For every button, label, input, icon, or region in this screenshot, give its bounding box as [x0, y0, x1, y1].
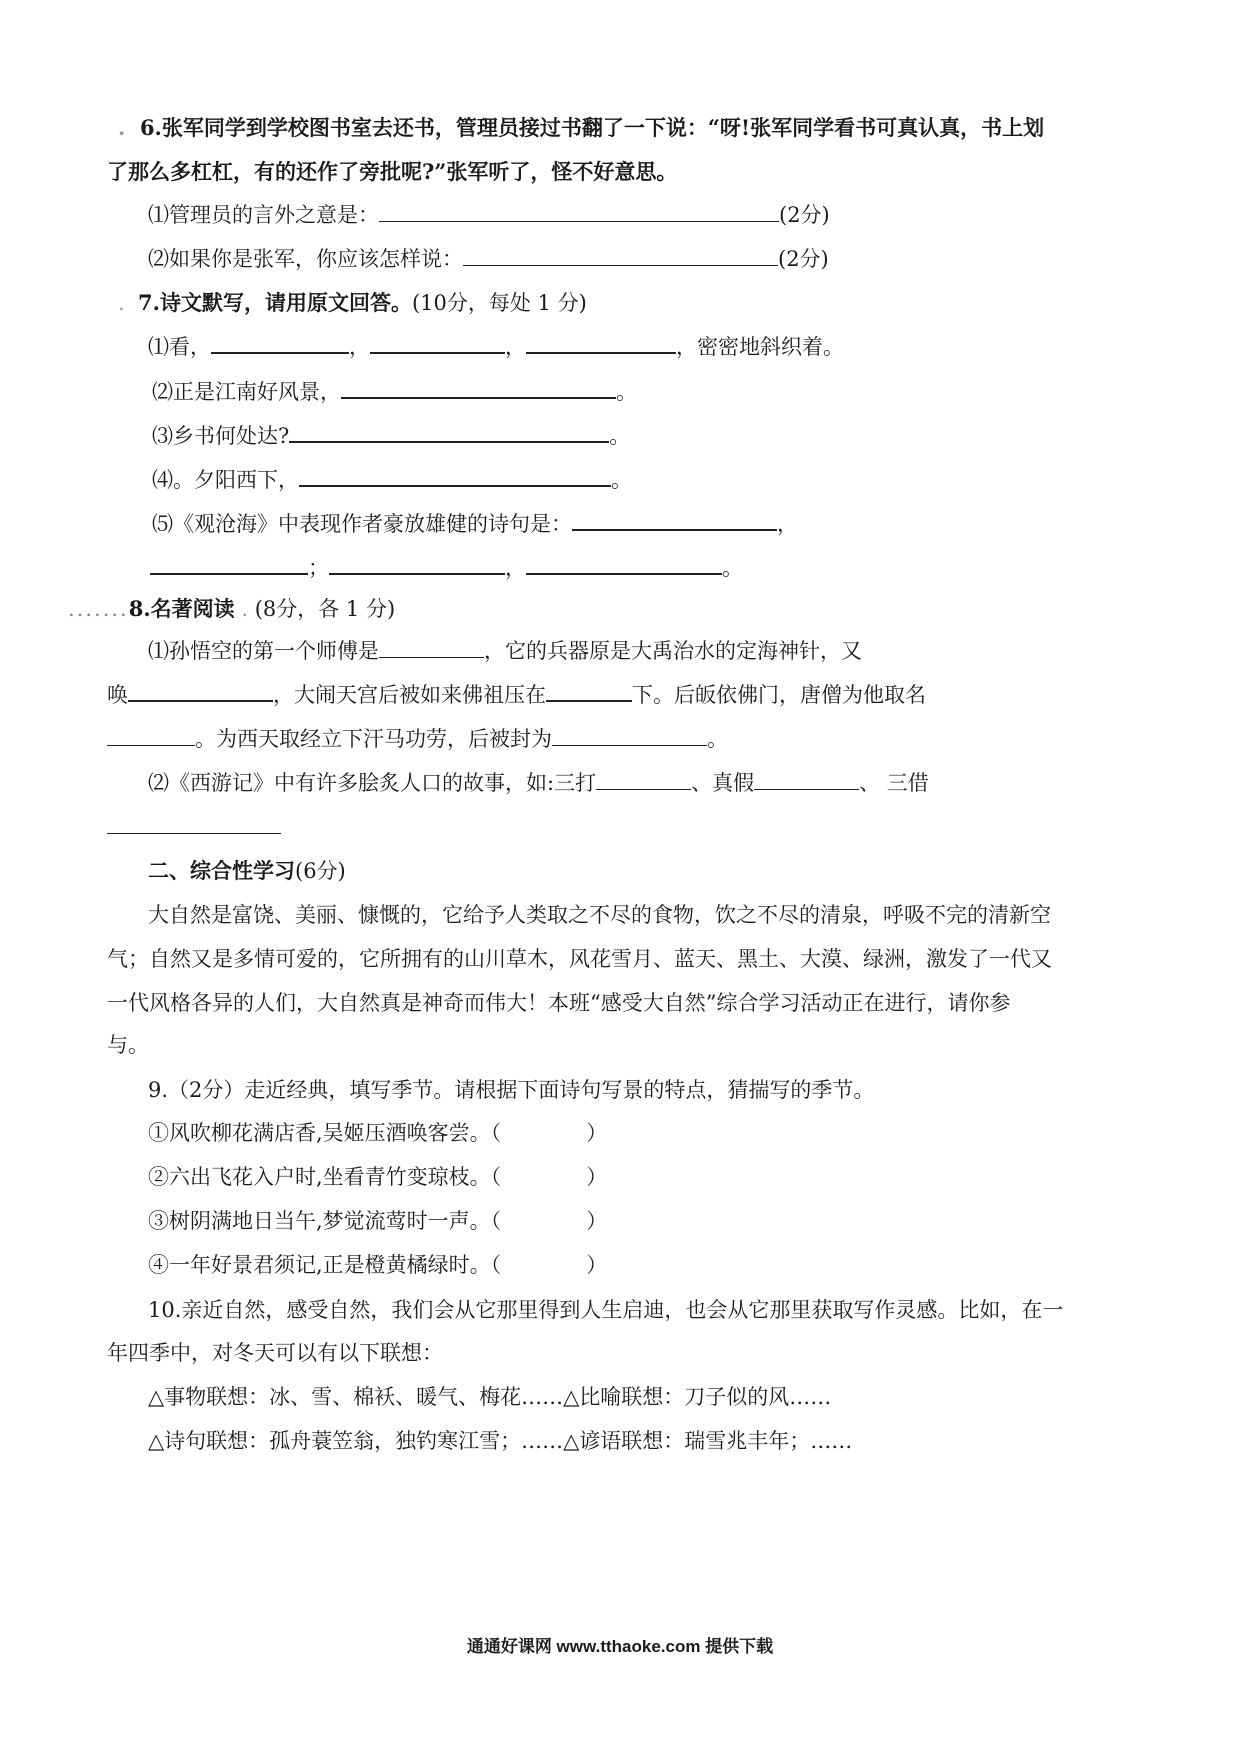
answer-blank[interactable]: [341, 377, 616, 399]
q9-item-2: ②六出飞花入户时,坐看青竹变琼枝。（ ）: [148, 1165, 608, 1189]
q8-line1: ⑴孙悟空的第一个师傅是 ，它的兵器原是大禹治水的定海神针，又: [148, 639, 862, 663]
section2-para-line3: 一代风格各异的人们，大自然真是神奇而伟大！本班“感受大自然”综合学习活动正在进行，请你参: [107, 991, 1011, 1015]
q10-line2: 年四季中，对冬天可以有以下联想：: [107, 1341, 443, 1365]
q8-line4: ⑵《西游记》中有许多脍炙人口的故事，如:三打 、真假 、 三借: [148, 771, 929, 795]
answer-blank[interactable]: [379, 637, 484, 658]
answer-blank[interactable]: [379, 201, 779, 222]
q9-item-4: ④一年好景君须记,正是橙黄橘绿时。（ ）: [148, 1253, 608, 1277]
q8-line5: [107, 812, 281, 842]
q7-p2: ⑵正是江南好风景， 。: [152, 377, 637, 407]
answer-blank[interactable]: [370, 332, 505, 354]
q8-line3: 。为西天取经立下汗马功劳，后被封为 。: [107, 724, 728, 754]
section2-para-line1: 大自然是富饶、美丽、慷慨的，它给予人类取之不尽的食物，饮之不尽的清泉，呼吸不完的清新空: [148, 903, 1051, 927]
q7-p5: ⑸《观沧海》中表现作者豪放雄健的诗句是： ，: [152, 509, 798, 539]
answer-blank[interactable]: [211, 332, 349, 354]
margin-mark: .: [118, 115, 140, 140]
q10-line1: 10.亲近自然，感受自然，我们会从它那里得到人生启迪，也会从它那里获取写作灵感。比如，在一: [148, 1298, 1064, 1322]
answer-blank[interactable]: [463, 245, 778, 266]
answer-blank[interactable]: [107, 813, 281, 834]
q7-p4: ⑷。夕阳西下， 。: [152, 465, 632, 495]
answer-blank[interactable]: [107, 725, 195, 746]
section2-para-line2: 气；自然又是多情可爱的，它所拥有的山川草木，风花雪月、蓝天、黑土、大漠、绿洲，激发了一代又: [107, 947, 1052, 971]
answer-blank[interactable]: [299, 465, 611, 487]
answer-blank[interactable]: [150, 553, 308, 575]
section2-para-line4: 与。: [107, 1033, 149, 1057]
section2-title: 二、综合性学习(6分): [148, 858, 346, 883]
answer-blank[interactable]: [526, 332, 676, 354]
q8-line2: 唤 ，大闹天宫后被如来佛祖压在 下。后皈依佛门，唐僧为他取名: [107, 680, 926, 710]
q9-item-1: ①风吹柳花满店香,吴姬压酒唤客尝。（ ）: [148, 1121, 608, 1145]
q8-title: .......8.名著阅读 . (8分，各 1 分): [68, 596, 396, 621]
q7-p5-continued: ； ， 。: [150, 553, 743, 583]
q7-p3: ⑶乡书何处达? 。: [152, 421, 630, 451]
q10-line4: △诗句联想：孤舟蓑笠翁，独钓寒江雪；……△谚语联想：瑞雪兆丰年；……: [148, 1429, 853, 1453]
answer-blank[interactable]: [552, 725, 707, 746]
q6-line2: 了那么多杠杠，有的还作了旁批呢?”张军听了，怪不好意思。: [107, 159, 678, 184]
answer-blank[interactable]: [596, 769, 691, 790]
q6-sub2: ⑵如果你是张军，你应该怎样说： (2分): [148, 247, 829, 271]
q6-sub1: ⑴管理员的言外之意是： (2分): [148, 203, 830, 227]
answer-blank[interactable]: [289, 421, 609, 443]
answer-blank[interactable]: [754, 769, 859, 790]
answer-blank[interactable]: [526, 553, 722, 575]
q6-line1: . 6.张军同学到学校图书室去还书，管理员接过书翻了一下说：“呀!张军同学看书可真认真，书上划: [118, 115, 1045, 140]
q9-item-3: ③树阴满地日当午,梦觉流莺时一声。（ ）: [148, 1209, 608, 1233]
q7-title: . 7.诗文默写，请用原文回答。(10分，每处 1 分): [118, 290, 587, 315]
answer-blank[interactable]: [329, 553, 505, 575]
q10-line3: △事物联想：冰、雪、棉袄、暖气、梅花……△比喻联想：刀子似的风……: [148, 1385, 832, 1409]
answer-blank[interactable]: [546, 680, 632, 702]
q7-p1: ⑴看， ， ， ，密密地斜织着。: [148, 332, 844, 362]
page-footer: 通通好课网 www.tthaoke.com 提供下载: [466, 1637, 774, 1656]
margin-dots: .......: [68, 597, 129, 621]
answer-blank[interactable]: [572, 509, 777, 531]
answer-blank[interactable]: [128, 680, 273, 702]
q9-intro: 9.（2分）走近经典，填写季节。请根据下面诗句写景的特点，猜揣写的季节。: [148, 1078, 875, 1102]
